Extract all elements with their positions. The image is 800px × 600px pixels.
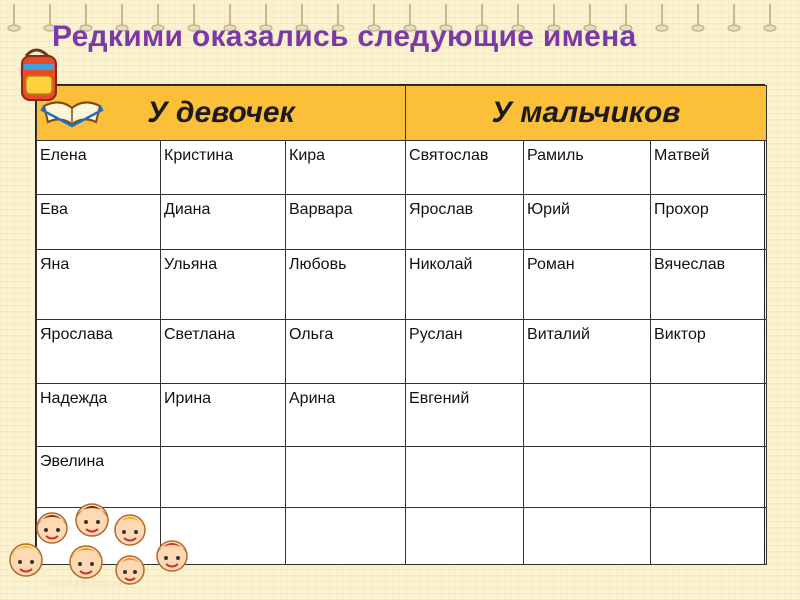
table-cell: Вячеслав (651, 250, 767, 320)
table-cell: Виктор (651, 320, 767, 384)
table-cell: Прохор (651, 195, 767, 250)
table-cell (524, 384, 651, 447)
table-cell: Юрий (524, 195, 651, 250)
header-girls: У девочек (37, 86, 406, 141)
table-cell: Арина (286, 384, 406, 447)
table-cell (406, 447, 524, 508)
school-backpack-icon (8, 42, 104, 132)
rare-names-table (36, 85, 767, 565)
page-title: Редкими оказались следующие имена (52, 20, 637, 53)
table-cell: Диана (161, 195, 286, 250)
table-cell: Ярослав (406, 195, 524, 250)
table-row (37, 384, 767, 447)
watermark-text: http://aida.ucoz.ru (50, 578, 122, 588)
table-cell (651, 384, 767, 447)
table-cell: Ульяна (161, 250, 286, 320)
table-cell (286, 508, 406, 565)
table-header-row (37, 86, 767, 141)
header-boys: У мальчиков (406, 86, 767, 141)
table-cell: Ева (37, 195, 161, 250)
table-cell: Ольга (286, 320, 406, 384)
table-cell: Кира (286, 141, 406, 195)
table-cell: Надежда (37, 384, 161, 447)
table-cell: Елена (37, 141, 161, 195)
table-row (37, 250, 767, 320)
open-book-icon (42, 102, 102, 126)
table-cell (651, 447, 767, 508)
table-cell (651, 508, 767, 565)
table-cell: Рамиль (524, 141, 651, 195)
table-cell (524, 508, 651, 565)
table-cell (286, 447, 406, 508)
table-cell: Николай (406, 250, 524, 320)
table-cell: Светлана (161, 320, 286, 384)
table-cell: Евгений (406, 384, 524, 447)
table-cell: Виталий (524, 320, 651, 384)
table-cell: Любовь (286, 250, 406, 320)
table-cell: Матвей (651, 141, 767, 195)
table-cell: Ярослава (37, 320, 161, 384)
table-cell: Варвара (286, 195, 406, 250)
table-row (37, 195, 767, 250)
table-row (37, 320, 767, 384)
table-cell: Руслан (406, 320, 524, 384)
table-cell: Ирина (161, 384, 286, 447)
table-cell: Эвелина (37, 447, 161, 508)
names-table-container (35, 84, 765, 565)
table-cell: Роман (524, 250, 651, 320)
table-cell (524, 447, 651, 508)
table-row (37, 141, 767, 195)
table-cell: Святослав (406, 141, 524, 195)
table-cell: Яна (37, 250, 161, 320)
table-cell: Кристина (161, 141, 286, 195)
table-cell (406, 508, 524, 565)
